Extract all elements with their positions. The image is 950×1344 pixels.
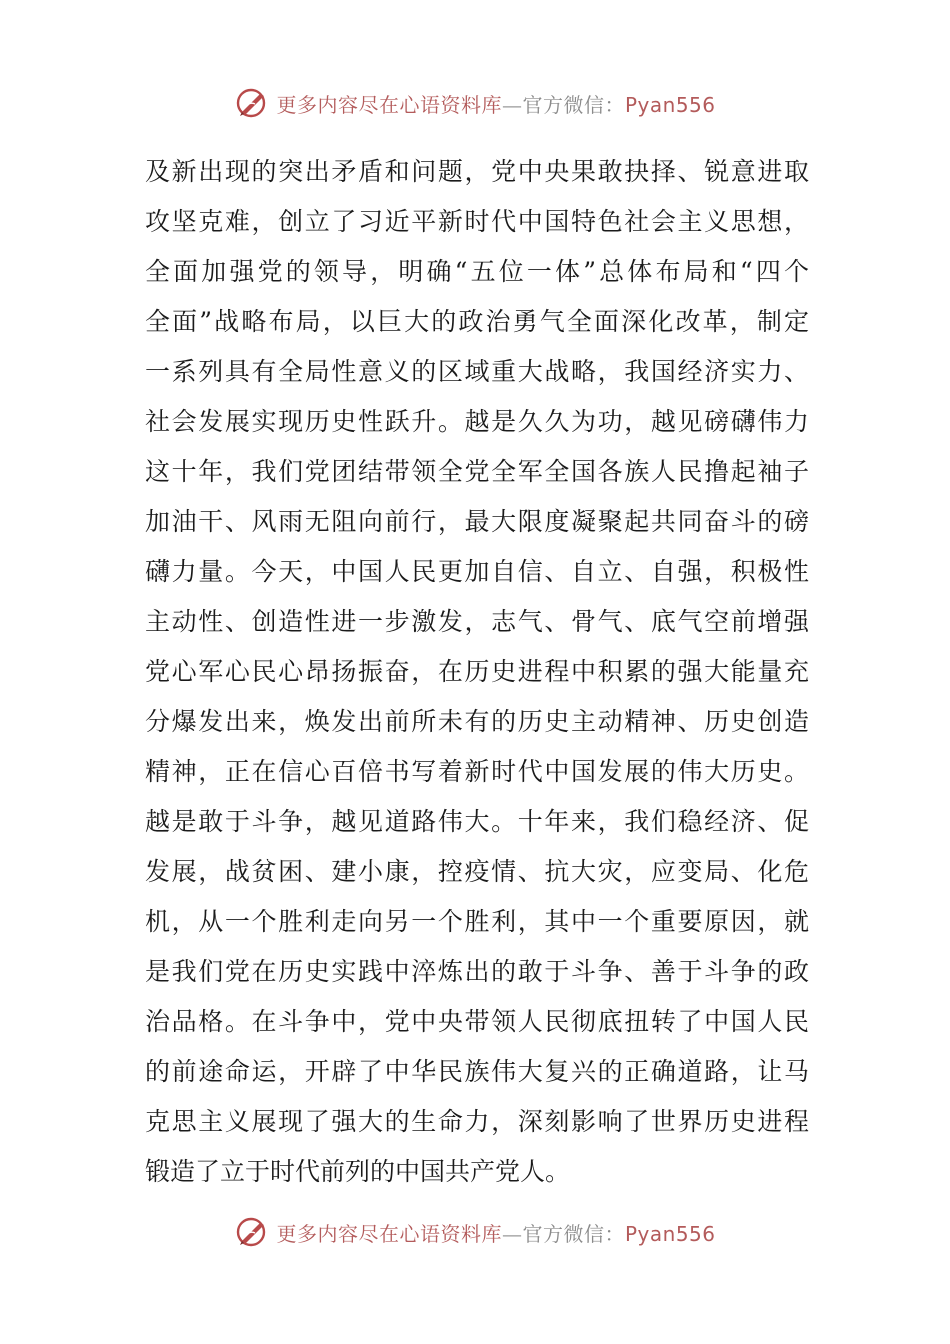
text-line: 越是敢于斗争，越见道路伟大。十年来，我们稳经济、促 (145, 807, 809, 836)
header-wechat-label: 官方微信： (522, 92, 625, 117)
footer-banner-text (276, 1218, 715, 1247)
text-line: 礴力量。今天，中国人民更加自信、自立、自强，积极性 (145, 557, 809, 586)
text-line: 克思主义展现了强大的生命力，深刻影响了世界历史进程 (145, 1107, 809, 1136)
text-line: 精神，正在信心百倍书写着新时代中国发展的伟大历史。 (145, 757, 809, 786)
text-line: 全面加强党的领导，明确“五位一体”总体布局和“四个 (145, 257, 809, 286)
text-line: 及新出现的突出矛盾和问题，党中央果敢抉择、锐意进取 (145, 157, 809, 186)
text-line: 全面”战略布局，以巨大的政治勇气全面深化改革，制定 (145, 307, 809, 336)
text-line: 攻坚克难，创立了习近平新时代中国特色社会主义思想， (145, 207, 809, 236)
footer-wechat-id: Pyan556 (624, 1221, 716, 1246)
text-line: 机，从一个胜利走向另一个胜利，其中一个重要原因，就 (145, 907, 809, 936)
header-banner-text (276, 89, 715, 118)
text-line: 社会发展实现历史性跃升。越是久久为功，越见磅礴伟力 (145, 407, 809, 436)
header-site-text: 更多内容尽在心语资料库 (276, 92, 502, 117)
footer-separator: — (501, 1221, 523, 1246)
article-body (145, 147, 809, 1197)
text-line: 加油干、风雨无阻向前行，最大限度凝聚起共同奋斗的磅 (145, 507, 809, 536)
text-line: 锻造了立于时代前列的中国共产党人。 (145, 1157, 571, 1186)
footer-banner (0, 1212, 950, 1252)
footer-banner-content (234, 1214, 715, 1250)
text-line: 发展，战贫困、建小康，控疫情、抗大灾，应变局、化危 (145, 857, 809, 886)
text-line: 治品格。在斗争中，党中央带领人民彻底扭转了中国人民 (145, 1007, 809, 1036)
footer-site-text: 更多内容尽在心语资料库 (276, 1221, 502, 1246)
text-line: 这十年，我们党团结带领全党全军全国各族人民撸起袖子 (145, 457, 809, 486)
text-line: 的前途命运，开辟了中华民族伟大复兴的正确道路，让马 (145, 1057, 809, 1086)
footer-wechat-label: 官方微信： (522, 1221, 625, 1246)
text-line: 党心军心民心昂扬振奋，在历史进程中积累的强大能量充 (145, 657, 809, 686)
text-line: 一系列具有全局性意义的区域重大战略，我国经济实力、 (145, 357, 809, 386)
text-line: 是我们党在历史实践中淬炼出的敢于斗争、善于斗争的政 (145, 957, 809, 986)
pen-circle-logo-icon (234, 85, 270, 121)
pen-circle-logo-icon (234, 1214, 270, 1250)
text-line: 主动性、创造性进一步激发，志气、骨气、底气空前增强 (145, 607, 809, 636)
header-separator: — (501, 92, 523, 117)
header-banner-content (234, 85, 715, 121)
text-line: 分爆发出来，焕发出前所未有的历史主动精神、历史创造 (145, 707, 809, 736)
header-banner (0, 83, 950, 123)
header-wechat-id: Pyan556 (624, 92, 716, 117)
